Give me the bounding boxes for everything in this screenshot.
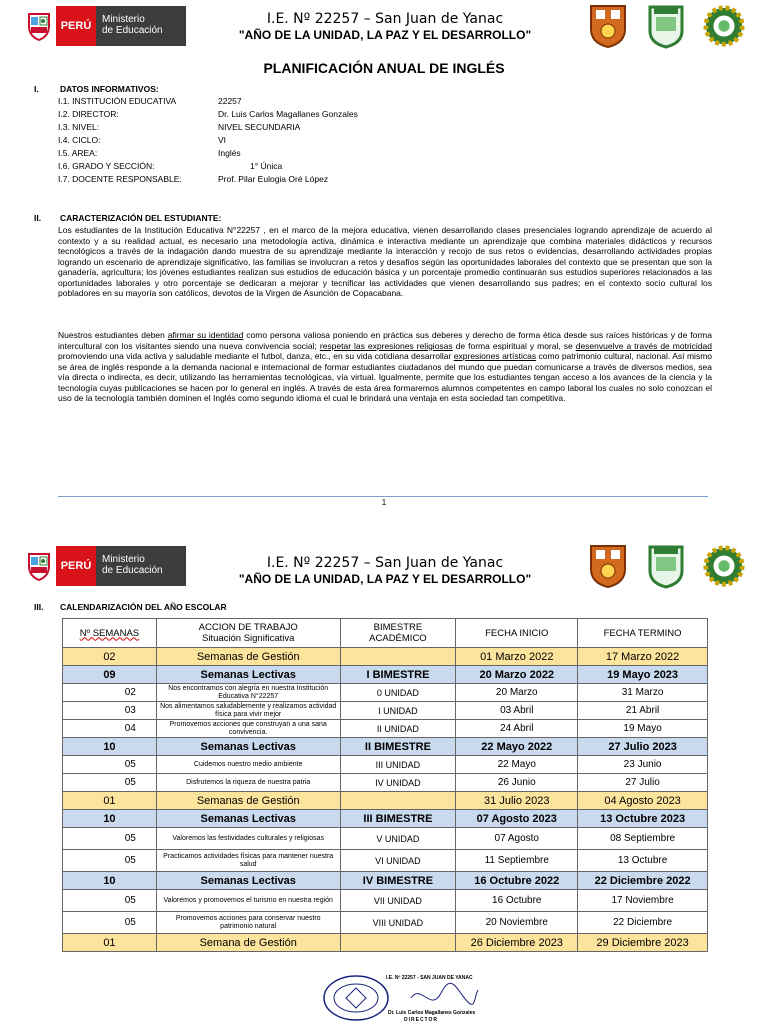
cell-end-date: 22 Diciembre xyxy=(578,912,708,934)
section-3-heading xyxy=(34,602,227,612)
cell-end-date: 22 Diciembre 2022 xyxy=(578,872,708,890)
table-header-row xyxy=(63,619,708,648)
text-run: como patrimonio cultural, nacional. Así mismo se área de inglés responde a la demanda nacional e internacional de formar estudiantes ciudadanos del mundo que puedan comunicarse a través de diversos medios, sea vía directa o indirecta, es decir, utilizando las herramientas tecnológicas, vía virtual. Igualmente, permite que los estudiantes tengan acceso a los avances de la ciencia y la tecnología cuyas publicaciones se hacen por lo general en inglés. A través de esta área formaremos alumnos competentes en campo laboral los cuales no solo conozcan el uso de la tecnología también dominen el Inglés como segundo idioma el cual le brindará una ventaja en esta sociedad tan competitiva. xyxy=(58,351,712,403)
info-label: I.4. CICLO: xyxy=(58,135,101,145)
cell-action: Nos encontramos con alegría en nuestra Institución Educativa N°22257 xyxy=(156,684,340,702)
cell-bimester: 0 UNIDAD xyxy=(340,684,456,702)
info-value: NIVEL SECUNDARIA xyxy=(218,122,301,132)
info-value: 1° Única xyxy=(250,161,283,171)
table-row xyxy=(63,720,708,738)
info-row xyxy=(58,148,358,161)
green-crest-icon xyxy=(644,2,688,50)
table-row xyxy=(63,756,708,774)
cell-end-date: 19 Mayo 2023 xyxy=(578,666,708,684)
info-row xyxy=(58,174,358,187)
info-label: I.7. DOCENTE RESPONSABLE: xyxy=(58,174,182,184)
ministry-line-1: Ministerio xyxy=(102,14,145,25)
document-title: PLANIFICACIÓN ANUAL DE INGLÉS xyxy=(263,60,505,76)
cell-start-date: 22 Mayo 2022 xyxy=(456,738,578,756)
info-row xyxy=(58,135,358,148)
cell-weeks: 09 xyxy=(63,666,157,684)
cell-end-date: 29 Diciembre 2023 xyxy=(578,934,708,952)
school-crest-icon xyxy=(586,542,630,590)
cell-bimester: III UNIDAD xyxy=(340,756,456,774)
table-row xyxy=(63,850,708,872)
header-title xyxy=(200,554,570,587)
cell-bimester xyxy=(340,792,456,810)
cell-action: Semanas de Gestión xyxy=(156,648,340,666)
cell-weeks: 05 xyxy=(63,756,157,774)
cell-start-date: 07 Agosto 2023 xyxy=(456,810,578,828)
cell-start-date: 16 Octubre 2022 xyxy=(456,872,578,890)
cell-bimester: I UNIDAD xyxy=(340,702,456,720)
student-characterization-paragraph: Los estudiantes de la Institución Educativa N°22257 , en el marco de la mejora educativa, vienen desarrollando clases presenciales logrando aprendizaje de acuerdo al contexto y a su realidad actual, es necesario una metodología activa, dinámica e interactiva mediante un aprendizaje que combina materiales didácticos y recursos tecnológicos a través de la indagación dando muestra de su aprendizaje mediante la interacción y recojo de sus retos o evidencias, desarrollando actividades propias logrando un escenario de aprendizaje significativo, las familias se involucran a retos y desafíos según las oportunidades laborales del contexto que se presentan que son la ganadería, agricultura; los jóvenes estudiantes realizan sus estudios de educación básica y un porcentaje promedio continuarán sus estudios superiores relacionados a las oportunidades laborales y otro porcentaje se dedicaran a mejorar y tecnificar las actividades que vienen desarrollando sus padres; en el contexto socio cultural los pobladores en su mayoría son católicos, devotos de la Virgen de Asunción de Copacabana. xyxy=(58,225,712,298)
cell-weeks: 05 xyxy=(63,912,157,934)
cell-bimester: IV UNIDAD xyxy=(340,774,456,792)
cell-weeks: 05 xyxy=(63,828,157,850)
cell-weeks: 03 xyxy=(63,702,157,720)
gear-emblem-icon xyxy=(702,542,746,590)
cell-weeks: 10 xyxy=(63,872,157,890)
school-crest-icon xyxy=(586,2,630,50)
cell-bimester: VI UNIDAD xyxy=(340,850,456,872)
col-header-start xyxy=(456,619,578,648)
cell-end-date: 21 Abril xyxy=(578,702,708,720)
minedu-logo xyxy=(22,546,186,586)
cell-weeks: 05 xyxy=(63,774,157,792)
table-row xyxy=(63,890,708,912)
cell-bimester: IV BIMESTRE xyxy=(340,872,456,890)
col-header-label: BIMESTRE ACADÉMICO xyxy=(369,622,427,644)
cell-bimester: I BIMESTRE xyxy=(340,666,456,684)
table-row xyxy=(63,648,708,666)
footer-divider xyxy=(58,496,708,497)
ministry-line-1: Ministerio xyxy=(102,554,145,565)
info-value: Inglés xyxy=(218,148,241,158)
peru-label: PERÚ xyxy=(56,6,96,46)
col-header-end xyxy=(578,619,708,648)
cell-bimester: V UNIDAD xyxy=(340,828,456,850)
cell-weeks: 10 xyxy=(63,738,157,756)
table-row xyxy=(63,792,708,810)
cell-end-date: 17 Marzo 2022 xyxy=(578,648,708,666)
info-value: 22257 xyxy=(218,96,242,106)
green-crest-icon xyxy=(644,542,688,590)
peru-label: PERÚ xyxy=(56,546,96,586)
page-number: 1 xyxy=(381,498,387,507)
cell-weeks: 01 xyxy=(63,934,157,952)
section-1-heading xyxy=(34,84,159,94)
table-body xyxy=(63,648,708,952)
underlined-text: afirmar su identidad xyxy=(167,330,244,340)
col-header-weeks xyxy=(63,619,157,648)
cell-action: Nos alimentamos saludablemente y realizamos actividad física para vivir mejor xyxy=(156,702,340,720)
cell-action: Semanas Lectivas xyxy=(156,738,340,756)
col-header-label: FECHA INICIO xyxy=(485,627,549,639)
cell-action: Semana de Gestión xyxy=(156,934,340,952)
cell-start-date: 16 Octubre xyxy=(456,890,578,912)
info-row xyxy=(58,122,358,135)
section-1-number: I. xyxy=(34,84,39,94)
cell-action: Valoremos y promovemos el turismo en nuestra región xyxy=(156,890,340,912)
cell-weeks: 01 xyxy=(63,792,157,810)
info-label: I.6. GRADO Y SECCIÓN: xyxy=(58,161,155,171)
cell-end-date: 13 Octubre 2023 xyxy=(578,810,708,828)
school-logos xyxy=(586,542,746,590)
cell-action: Promovemos acciones que construyan a una sana convivencia. xyxy=(156,720,340,738)
cell-action: Semanas Lectivas xyxy=(156,810,340,828)
cell-start-date: 22 Mayo xyxy=(456,756,578,774)
cell-end-date: 08 Septiembre xyxy=(578,828,708,850)
cell-action: Semanas Lectivas xyxy=(156,872,340,890)
ministry-label xyxy=(96,546,186,586)
cell-start-date: 20 Marzo 2022 xyxy=(456,666,578,684)
info-label: I.3. NIVEL: xyxy=(58,122,100,132)
cell-weeks: 02 xyxy=(63,684,157,702)
info-value: VI xyxy=(218,135,227,145)
info-value: Prof. Pilar Eulogia Oré López xyxy=(218,174,329,184)
cell-bimester: III BIMESTRE xyxy=(340,810,456,828)
col-header-label: ACCION DE TRABAJO Situación Significativa xyxy=(198,622,298,644)
cell-weeks: 04 xyxy=(63,720,157,738)
cell-end-date: 27 Julio 2023 xyxy=(578,738,708,756)
info-label: I.2. DIRECTOR: xyxy=(58,109,119,119)
table-row xyxy=(63,828,708,850)
peru-shield-icon xyxy=(22,546,56,586)
cell-start-date: 20 Marzo xyxy=(456,684,578,702)
cell-bimester: VIII UNIDAD xyxy=(340,912,456,934)
cell-start-date: 26 Diciembre 2023 xyxy=(456,934,578,952)
text-run: como persona valiosa poniendo en práctica sus deberes y derecho de forma ética desde sus raíces históricas y de forma intercultural con los visitantes siendo una nueva convivencia social; xyxy=(58,330,712,351)
underlined-text: expresiones artísticas xyxy=(453,351,537,361)
cell-start-date: 26 Junio xyxy=(456,774,578,792)
cell-end-date: 19 Mayo xyxy=(578,720,708,738)
info-row xyxy=(58,96,358,109)
cell-action: Disfrutemos la riqueza de nuestra patria xyxy=(156,774,340,792)
cell-weeks: 02 xyxy=(63,648,157,666)
cell-start-date: 31 Julio 2023 xyxy=(456,792,578,810)
cell-weeks: 05 xyxy=(63,850,157,872)
info-label: I.1. INSTITUCIÓN EDUCATIVA xyxy=(58,96,177,106)
cell-action: Practicamos actividades físicas para mantener nuestra salud xyxy=(156,850,340,872)
table-row xyxy=(63,702,708,720)
year-motto: "AÑO DE LA UNIDAD, LA PAZ Y EL DESARROLLO" xyxy=(238,572,532,586)
cell-bimester: VII UNIDAD xyxy=(340,890,456,912)
stamp-line-1: I.E. Nº 22257 - SAN JUAN DE YANAC xyxy=(386,975,473,981)
col-header-label: Nº SEMANAS xyxy=(79,627,140,639)
info-list xyxy=(58,96,358,187)
ministry-line-2: de Educación xyxy=(102,565,163,576)
text-run: de forma espiritual y moral, se xyxy=(452,340,576,351)
cell-bimester: II BIMESTRE xyxy=(340,738,456,756)
cell-action: Semanas de Gestión xyxy=(156,792,340,810)
cell-end-date: 27 Julio xyxy=(578,774,708,792)
school-logos xyxy=(586,2,746,50)
cell-weeks: 10 xyxy=(63,810,157,828)
stamp-line-2: Dr. Luis Carlos Magallanes Gonzales xyxy=(388,1010,476,1016)
school-name: I.E. Nº 22257 – San Juan de Yanac xyxy=(266,11,504,27)
col-header-action xyxy=(156,619,340,648)
cell-action: Semanas Lectivas xyxy=(156,666,340,684)
ministry-line-2: de Educación xyxy=(102,25,163,36)
text-run: promoviendo una vida activa y saludable mediante el futbol, danza, etc., en su vida cotidiana desarrollar xyxy=(58,351,454,361)
table-row xyxy=(63,934,708,952)
cell-start-date: 03 Abril xyxy=(456,702,578,720)
cell-start-date: 24 Abril xyxy=(456,720,578,738)
cell-start-date: 07 Agosto xyxy=(456,828,578,850)
peru-shield-icon xyxy=(22,6,56,46)
info-value: Dr. Luis Carlos Magallanes Gonzales xyxy=(218,109,358,119)
cell-start-date: 11 Septiembre xyxy=(456,850,578,872)
cell-end-date: 23 Junio xyxy=(578,756,708,774)
cell-end-date: 13 Octubre xyxy=(578,850,708,872)
table-row xyxy=(63,872,708,890)
cell-end-date: 17 Noviembre xyxy=(578,890,708,912)
section-2-heading xyxy=(34,213,221,223)
cell-bimester: II UNIDAD xyxy=(340,720,456,738)
info-label: I.5. AREA: xyxy=(58,148,98,158)
director-stamp-signature xyxy=(316,968,486,1024)
section-3-number: III. xyxy=(34,602,44,612)
info-row xyxy=(58,161,358,174)
page-break xyxy=(0,512,768,528)
cell-weeks: 05 xyxy=(63,890,157,912)
table-row xyxy=(63,666,708,684)
page-header xyxy=(0,540,768,596)
section-2-title: CARACTERIZACIÓN DEL ESTUDIANTE: xyxy=(60,213,222,223)
header-title xyxy=(200,10,570,43)
col-header-bimester xyxy=(340,619,456,648)
student-goals-paragraph xyxy=(58,330,712,404)
cell-bimester xyxy=(340,934,456,952)
cell-action: Promovemos acciones para conservar nuestro patrimonio natural xyxy=(156,912,340,934)
cell-end-date: 31 Marzo xyxy=(578,684,708,702)
table-row xyxy=(63,684,708,702)
school-calendar-table xyxy=(62,618,708,952)
table-row xyxy=(63,738,708,756)
school-name: I.E. Nº 22257 – San Juan de Yanac xyxy=(266,555,504,571)
cell-bimester xyxy=(340,648,456,666)
section-2-number: II. xyxy=(34,213,42,223)
table-row xyxy=(63,774,708,792)
cell-end-date: 04 Agosto 2023 xyxy=(578,792,708,810)
underlined-text: respetar las expresiones religiosas xyxy=(319,340,453,351)
stamp-line-3: DIRECTOR xyxy=(404,1017,439,1023)
section-1-title: DATOS INFORMATIVOS: xyxy=(60,84,159,94)
underlined-text: desenvuelve a través de motricidad xyxy=(575,340,712,351)
col-header-label: FECHA TERMINO xyxy=(603,627,682,639)
info-row xyxy=(58,109,358,122)
table-row xyxy=(63,810,708,828)
year-motto: "AÑO DE LA UNIDAD, LA PAZ Y EL DESARROLLO" xyxy=(238,28,532,42)
text-run: Nuestros estudiantes deben xyxy=(58,330,168,340)
table-row xyxy=(63,912,708,934)
cell-start-date: 01 Marzo 2022 xyxy=(456,648,578,666)
cell-start-date: 20 Noviembre xyxy=(456,912,578,934)
minedu-logo xyxy=(22,6,186,46)
section-3-title: CALENDARIZACIÓN DEL AÑO ESCOLAR xyxy=(60,602,227,612)
cell-action: Valoremos las festividades culturales y religiosas xyxy=(156,828,340,850)
ministry-label xyxy=(96,6,186,46)
cell-action: Cuidemos nuestro medio ambiente xyxy=(156,756,340,774)
page-2 xyxy=(0,528,768,1024)
gear-emblem-icon xyxy=(702,2,746,50)
page-header xyxy=(0,0,768,56)
